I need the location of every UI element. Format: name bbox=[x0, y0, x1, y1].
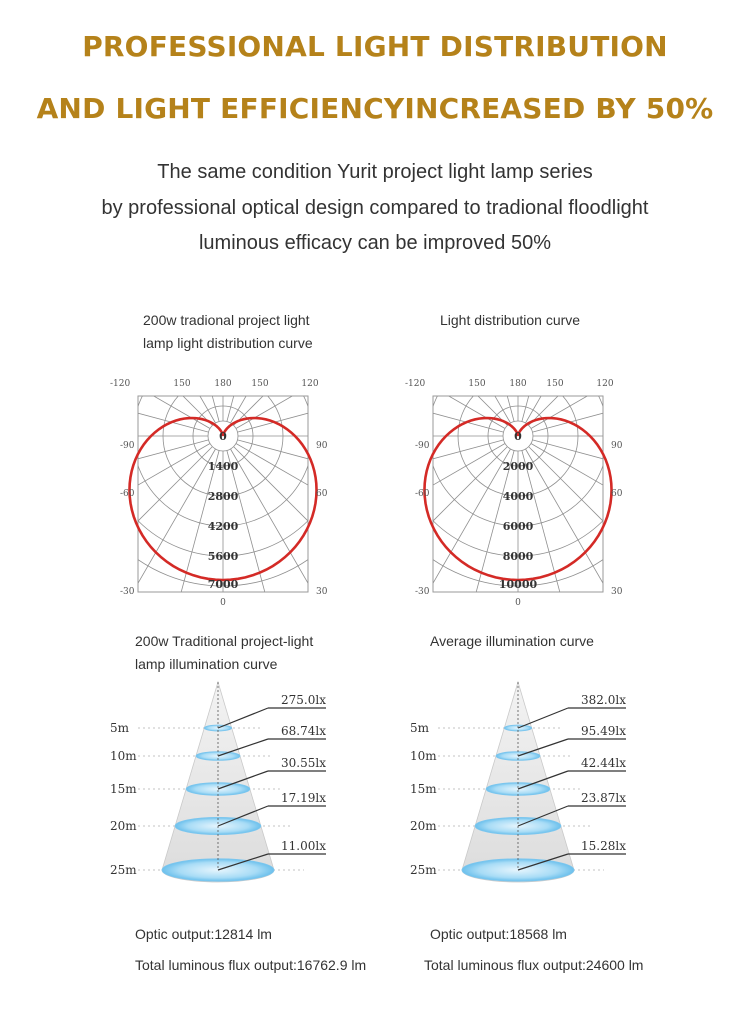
cone-left-caption bbox=[135, 630, 313, 676]
cone-right-distance-label: 20m bbox=[410, 819, 437, 833]
polar-left-caption-line-1: 200w tradional project light bbox=[143, 312, 310, 328]
polar-right-right-angle-label: 30 bbox=[611, 587, 623, 597]
left-total-flux: Total luminous flux output:16762.9 lm bbox=[135, 957, 367, 973]
polar-right-top-angle-label: 150 bbox=[546, 379, 564, 389]
cone-right-illuminance-label: 42.44lx bbox=[581, 756, 626, 770]
polar-left-left-angle-label: -60 bbox=[120, 489, 135, 499]
polar-right-radial-label: 8000 bbox=[502, 550, 534, 563]
polar-left-caption bbox=[143, 309, 313, 355]
cone-left-illuminance-label: 30.55lx bbox=[281, 756, 326, 770]
polar-right-left-angle-label: -60 bbox=[415, 489, 430, 499]
cone-left-distance-label: 20m bbox=[110, 819, 137, 833]
cone-right-illuminance-label: 15.28lx bbox=[581, 839, 626, 853]
cone-right-distance-label: 5m bbox=[410, 721, 430, 735]
cone-right-diagram bbox=[408, 676, 648, 896]
polar-left-radial-label: 5600 bbox=[207, 550, 239, 563]
polar-left-top-angle-label: -120 bbox=[110, 379, 131, 389]
cone-left-illuminance-label: 17.19lx bbox=[281, 791, 326, 805]
polar-right-radial-label: 2000 bbox=[502, 460, 534, 473]
polar-left-right-angle-label: 60 bbox=[316, 489, 328, 499]
cone-right-caption bbox=[430, 630, 594, 653]
polar-right-top-angle-label: 180 bbox=[509, 379, 527, 389]
polar-left-caption-line-2: lamp light distribution curve bbox=[143, 335, 313, 351]
polar-left-center-label: 0 bbox=[219, 430, 227, 443]
right-optic-output: Optic output:18568 lm bbox=[430, 926, 567, 942]
polar-right-caption bbox=[440, 309, 580, 332]
cone-right-caption-line-1: Average illumination curve bbox=[430, 633, 594, 649]
cone-left-distance-label: 10m bbox=[110, 749, 137, 763]
polar-right-top-angle-label: 120 bbox=[596, 379, 614, 389]
cone-left-distance-label: 25m bbox=[110, 863, 137, 877]
polar-left-top-angle-label: 150 bbox=[251, 379, 269, 389]
polar-left-left-angle-label: -30 bbox=[120, 587, 135, 597]
cone-left-caption-line-1: 200w Traditional project-light bbox=[135, 633, 314, 649]
cone-left-distance-label: 15m bbox=[110, 782, 137, 796]
polar-left-top-angle-label: 180 bbox=[214, 379, 232, 389]
cone-left-diagram bbox=[108, 676, 348, 896]
polar-right-right-angle-label: 60 bbox=[611, 489, 623, 499]
polar-left-right-angle-label: 30 bbox=[316, 587, 328, 597]
polar-right-top-angle-label: -120 bbox=[405, 379, 426, 389]
polar-right-radial-label: 4000 bbox=[502, 490, 534, 503]
polar-left-radial-label: 2800 bbox=[207, 490, 239, 503]
cone-right-distance-label: 25m bbox=[410, 863, 437, 877]
polar-left-radial-label: 4200 bbox=[207, 520, 239, 533]
left-optic-output: Optic output:12814 lm bbox=[135, 926, 272, 942]
polar-left-right-angle-label: 90 bbox=[316, 441, 328, 451]
intro-line-1: The same condition Yurit project light lamp series bbox=[157, 161, 593, 183]
polar-left-bottom-angle-label: 0 bbox=[220, 598, 226, 608]
intro-line-2: by professional optical design compared to tradional floodlight bbox=[101, 197, 649, 219]
cone-right-illuminance-label: 382.0lx bbox=[581, 693, 626, 707]
cone-left-illuminance-label: 275.0lx bbox=[281, 693, 326, 707]
cone-left-illuminance-label: 11.00lx bbox=[281, 839, 326, 853]
polar-right-right-angle-label: 90 bbox=[611, 441, 623, 451]
polar-right-left-angle-label: -90 bbox=[415, 441, 430, 451]
polar-left-left-angle-label: -90 bbox=[120, 441, 135, 451]
polar-right-bottom-angle-label: 0 bbox=[515, 598, 521, 608]
polar-left-radial-label: 7000 bbox=[207, 578, 239, 591]
cone-left-distance-label: 5m bbox=[110, 721, 130, 735]
polar-right-radial-label: 10000 bbox=[498, 578, 538, 591]
cone-right-distance-label: 15m bbox=[410, 782, 437, 796]
polar-right-diagram bbox=[405, 374, 635, 610]
polar-right-center-label: 0 bbox=[514, 430, 522, 443]
polar-left-radial-label: 1400 bbox=[207, 460, 239, 473]
right-total-flux: Total luminous flux output:24600 lm bbox=[424, 957, 644, 973]
intro-line-3: luminous efficacy can be improved 50% bbox=[198, 232, 552, 254]
polar-right-radial-label: 6000 bbox=[502, 520, 534, 533]
polar-left-top-angle-label: 120 bbox=[301, 379, 319, 389]
polar-right-top-angle-label: 150 bbox=[468, 379, 486, 389]
cone-right-illuminance-label: 95.49lx bbox=[581, 724, 626, 738]
polar-right-left-angle-label: -30 bbox=[415, 587, 430, 597]
polar-left-top-angle-label: 150 bbox=[173, 379, 191, 389]
cone-left-caption-line-2: lamp illumination curve bbox=[135, 656, 278, 672]
headline-line-1: PROFESSIONAL LIGHT DISTRIBUTION bbox=[82, 30, 668, 63]
cone-right-illuminance-label: 23.87lx bbox=[581, 791, 626, 805]
headline-line-2: AND LIGHT EFFICIENCYINCREASED BY 50% bbox=[36, 92, 714, 125]
polar-left-diagram bbox=[110, 374, 340, 610]
cone-right-distance-label: 10m bbox=[410, 749, 437, 763]
cone-left-illuminance-label: 68.74lx bbox=[281, 724, 326, 738]
polar-right-caption-line-1: Light distribution curve bbox=[440, 312, 581, 328]
